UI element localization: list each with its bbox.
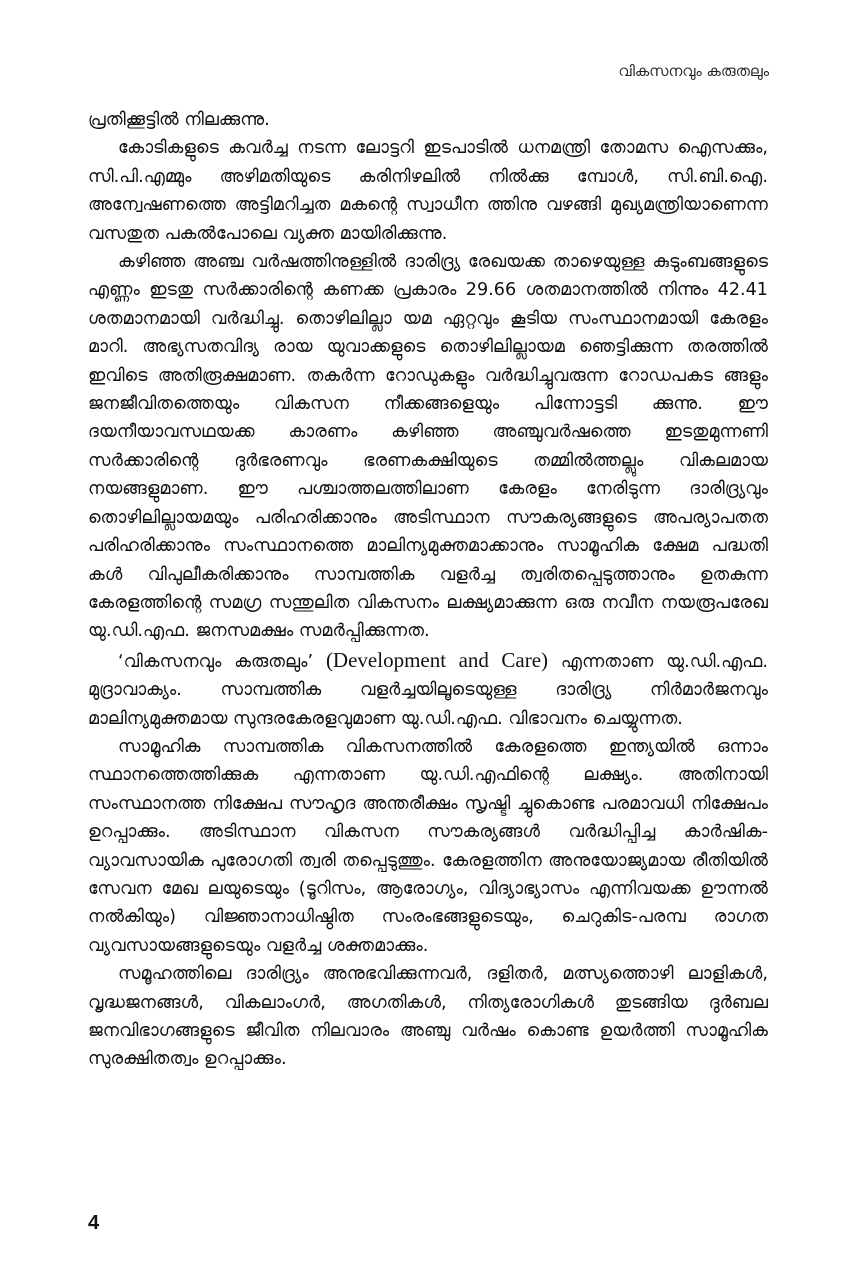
slogan-english: (Development and Care) bbox=[325, 647, 549, 672]
slogan-malayalam: ‘വികസനവും കരുതലും’ bbox=[118, 651, 326, 672]
paragraph-social-security: സമൂഹത്തിലെ ദാരിദ്ര്യം അനുഭവിക്കുന്നവർ, ദളിതർ, മത്സ്യത്തൊഴി ലാളികൾ, വൃദ്ധജനങ്ങൾ, വികലാംഗർ, അഗതികൾ, നിത്യരോഗികൾ തുടങ്ങിയ ദുർബല ജനവിഭാഗങ്ങളുടെ ജീവിത നിലവാരം അഞ്ചു വർഷം കൊണ്ട ഉയർത്തി സാമൂഹിക സുരക്ഷിതത്വം ഉറപ്പാക്കും. bbox=[88, 964, 768, 1070]
paragraph-development-goal: സാമൂഹിക സാമ്പത്തിക വികസനത്തിൽ കേരളത്തെ ഇന്ത്യയിൽ ഒന്നാം സ്ഥാനത്തെത്തിക്കുക എന്നതാണ യു.ഡി.എഫിന്റെ ലക്ഷ്യം. അതിനായി സംസ്ഥാനത്ത നിക്ഷേപ സൗഹൃദ അന്തരീക്ഷം സൃഷ്ടി ച്ചുകൊണ്ട പരമാവധി നിക്ഷേപം ഉറപ്പാക്കും. അടിസ്ഥാന വികസന സൗകര്യങ്ങൾ വർദ്ധിപ്പിച്ച കാർഷിക-വ്യാവസായിക പുരോഗതി ത്വരി തപ്പെടുത്തും. കേരളത്തിന അനുയോജ്യമായ രീതിയിൽ സേവന മേഖ ലയുടെയും (ടൂറിസം, ആരോഗ്യം, വിദ്യാഭ്യാസം എന്നിവയക്ക ഊന്നൽ നൽകിയും) വിജ്ഞാനാധിഷ്ഠിത സംരംഭങ്ങളുടെയും, ചെറുകിട-പരമ്പ രാഗത വ്യവസായങ്ങളുടെയും വളർച്ച ശക്തമാക്കും. bbox=[88, 736, 769, 956]
paragraph-slogan bbox=[88, 646, 768, 733]
slogan-rest: എന്നതാണ യു.ഡി.എഫ. മുദ്രാവാക്യം. സാമ്പത്തിക വളർച്ചയിലൂടെയുള്ള ദാരിദ്ര്യ നിർമാർജനവും മാലിന്യമുക്തമായ സുന്ദരകേരളവുമാണ യു.ഡി.എഫ. വിഭാവനം ചെയ്യുന്നത. bbox=[88, 651, 768, 729]
paragraph-continuation: പ്രതിക്കൂട്ടിൽ നിലക്കുന്നു. bbox=[88, 110, 270, 130]
running-header: വികസനവും കരുതലും bbox=[618, 62, 769, 80]
paragraph-poverty: കഴിഞ്ഞ അഞ്ച വർഷത്തിനുള്ളിൽ ദാരിദ്ര്യ രേഖയക്ക താഴെയുള്ള കുടുംബങ്ങളുടെ എണ്ണം ഇടതു സർക്കാരിന്റെ കണക്ക പ്രകാരം 29.66 ശതമാനത്തിൽ നിന്നും 42.41 ശതമാനമായി വർദ്ധിച്ചു. തൊഴിലില്ലാ യമ ഏറ്റവും കൂടിയ സംസ്ഥാനമായി കേരളം മാറി. അഭ്യസതവിദ്യ രായ യുവാക്കളുടെ തൊഴിലില്ലായമ ഞെട്ടിക്കുന്ന തരത്തിൽ ഇവിടെ അതിരൂക്ഷമാണ. തകർന്ന റോഡുകളും വർദ്ധിച്ചുവരുന്ന റോഡപകട ങ്ങളും ജനജീവിതത്തെയും വികസന നീക്കങ്ങളെയും പിന്നോട്ടടി ക്കുന്നു. ഈ ദയനീയാവസഥയക്ക കാരണം കഴിഞ്ഞ അഞ്ചുവർഷത്തെ ഇടതുമുന്നണി സർക്കാരിന്റെ ദുർഭരണവും ഭരണകക്ഷിയുടെ തമ്മിൽത്തല്ലും വികലമായ നയങ്ങളുമാണ. ഈ പശ്ചാത്തലത്തിലാണ കേരളം നേരിടുന്ന ദാരിദ്ര്യവും തൊഴിലില്ലായമയും പരിഹരിക്കാനും അടിസ്ഥാന സൗകര്യങ്ങളുടെ അപര്യാപതത പരിഹരിക്കാനും സംസ്ഥാനത്തെ മാലിന്യമുക്തമാക്കാനും സാമൂഹിക ക്ഷേമ പദ്ധതി കൾ വിപുലീകരിക്കാനും സാമ്പത്തിക വളർച്ച ത്വരിതപ്പെടുത്താനും ഉതകുന്ന കേരളത്തിന്റെ സമഗ്ര സന്തുലിത വികസനം ലക്ഷ്യമാക്കുന്ന ഒരു നവീന നയരൂപരേഖ യു.ഡി.എഫ. ജനസമക്ഷം സമർപ്പിക്കുന്നത. bbox=[88, 252, 768, 642]
paragraph-lottery: കോടികളുടെ കവർച്ച നടന്ന ലോട്ടറി ഇടപാടിൽ ധനമന്ത്രി തോമസ ഐസക്കും, സി.പി.എമ്മും അഴിമതിയുടെ കരിനിഴലിൽ നിൽക്കു മ്പോൾ, സി.ബി.ഐ. അന്വേഷണത്തെ അട്ടിമറിച്ചത മകന്റെ സ്വാധീന ത്തിനു വഴങ്ങി മുഖ്യമന്ത്രിയാണെന്ന വസതുത പകൽപോലെ വ്യക്ത മായിരിക്കുന്നു. bbox=[88, 138, 768, 244]
body-text bbox=[88, 106, 768, 1074]
page-number: 4 bbox=[88, 1212, 100, 1234]
